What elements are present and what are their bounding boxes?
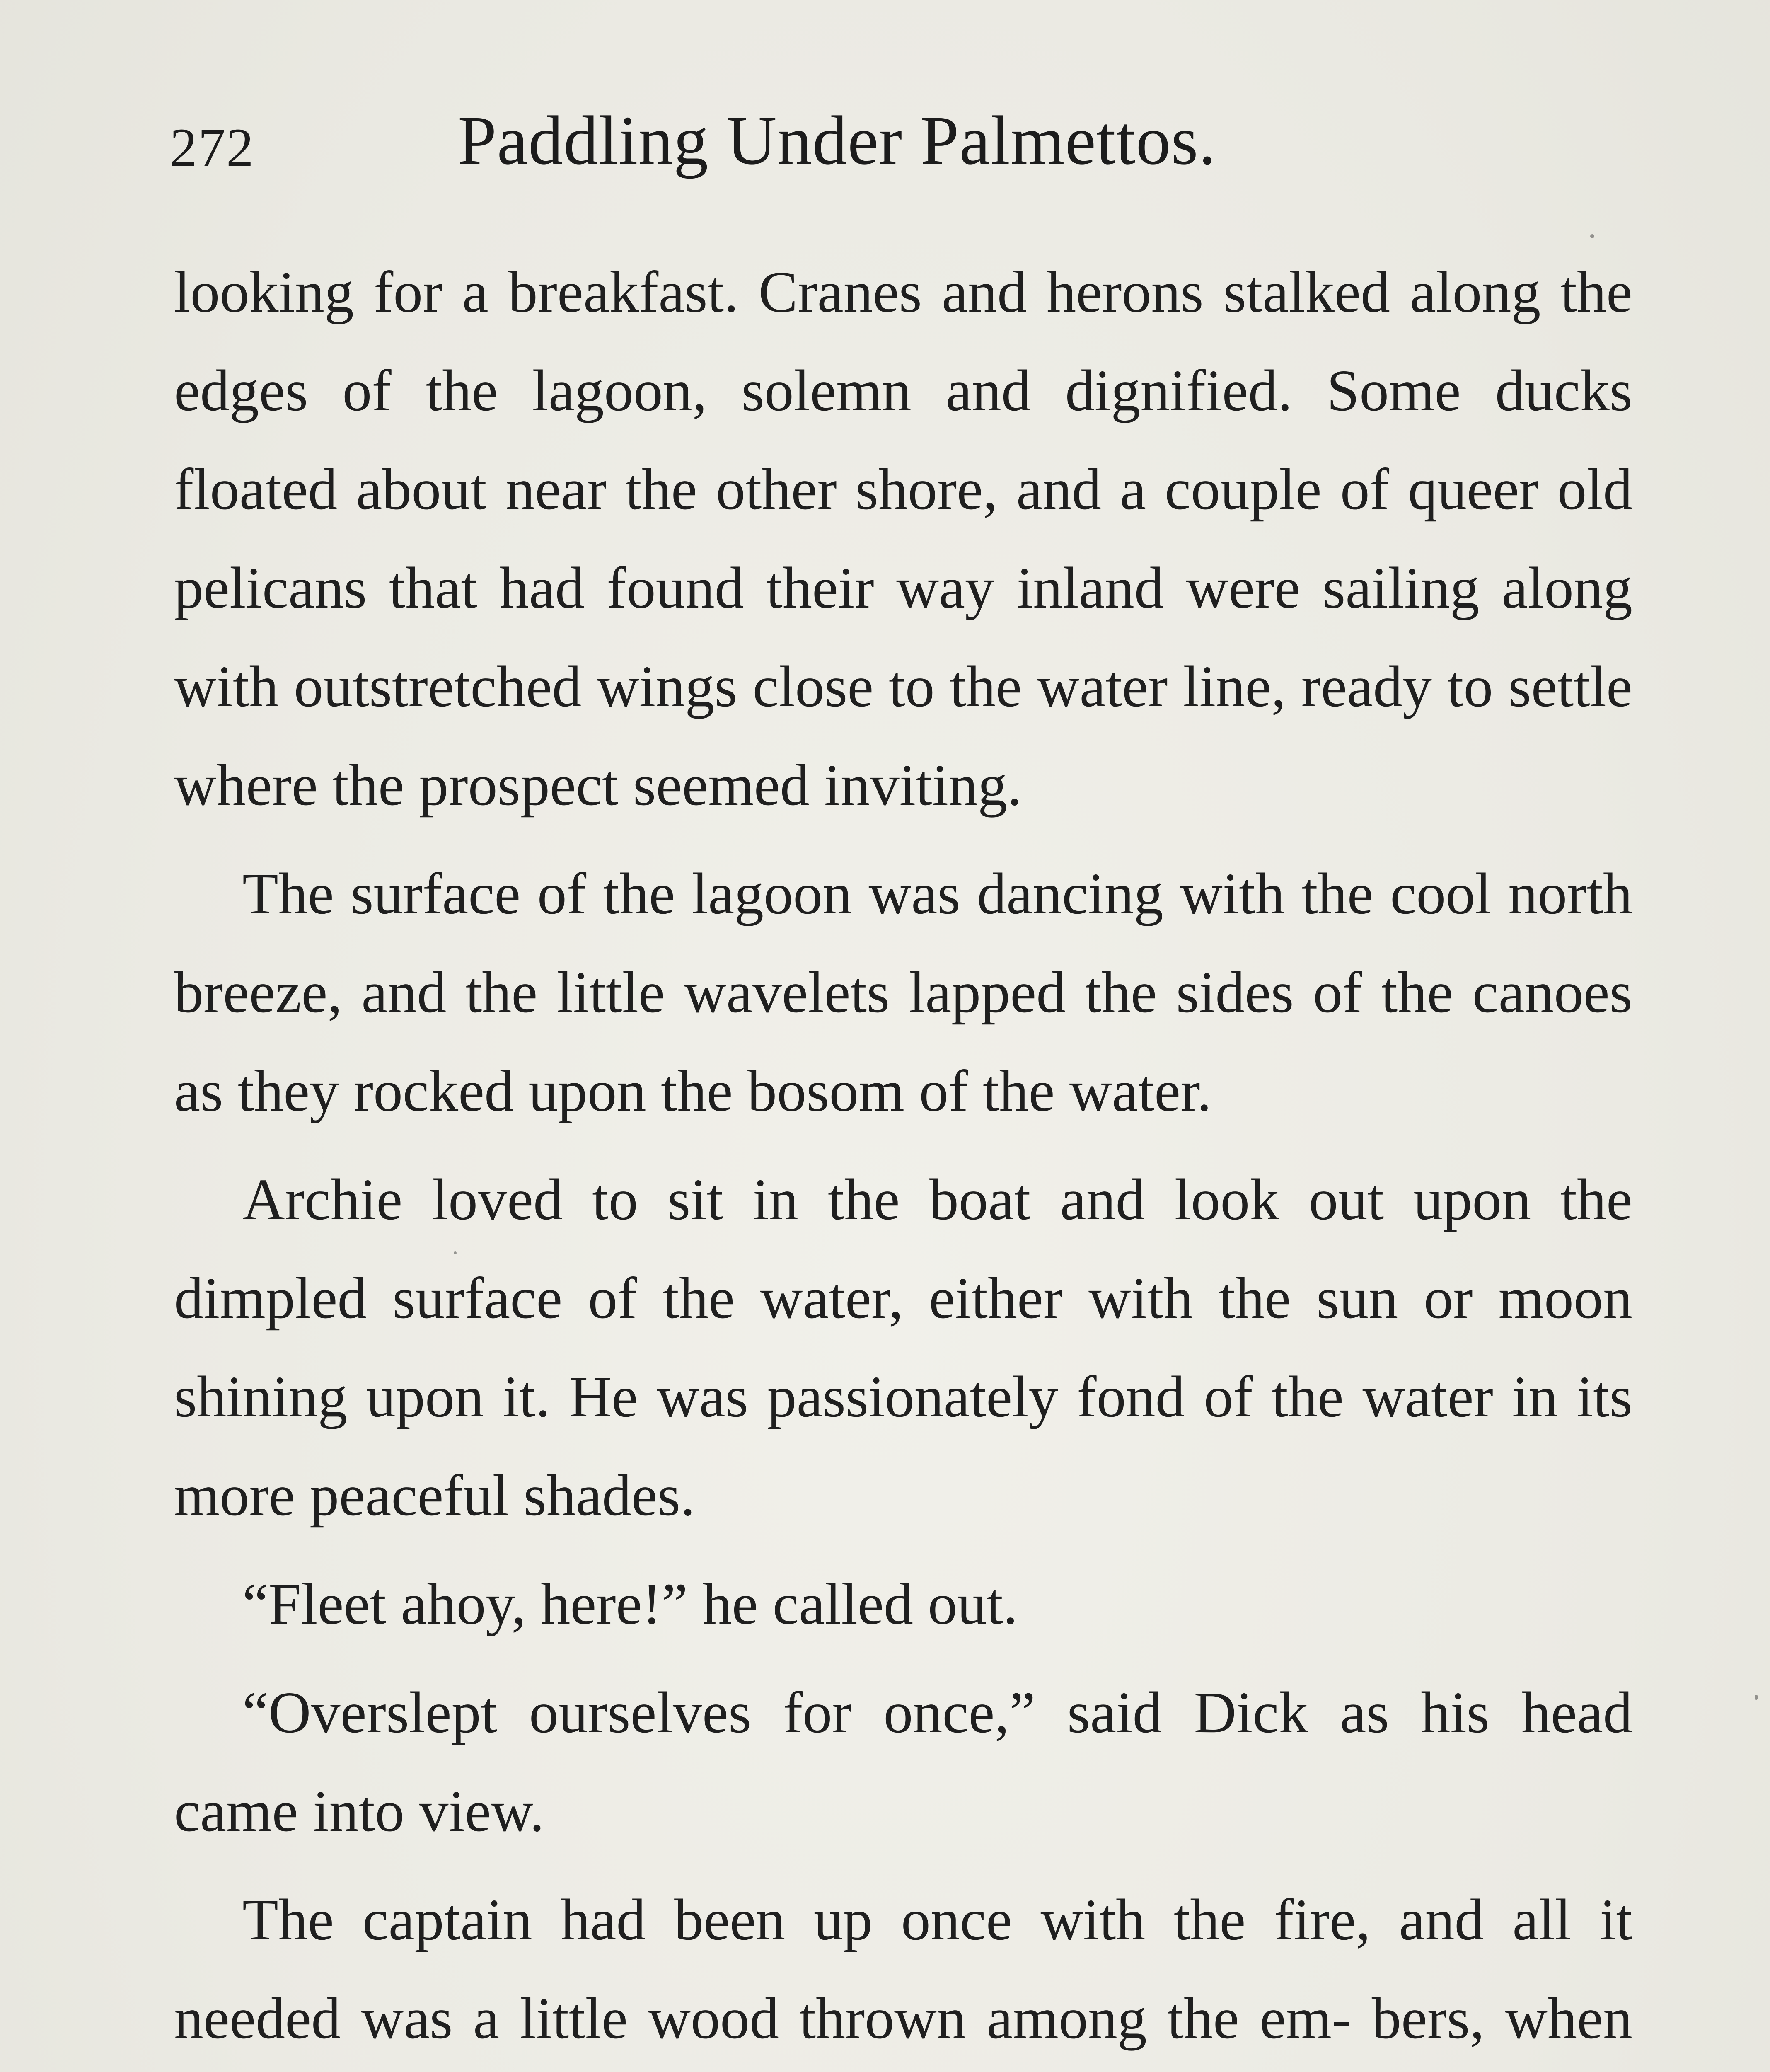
paragraph-4: “Fleet ahoy, here!” he called out. [242,1571,1018,1636]
paragraph-3: Archie loved to sit in the boat and look out upon the dimpled surface of the water, either with the sun or moon shining upon it. He was passionately fond of the water in its more peaceful shades. [174,1167,1632,1528]
paper-speck [454,1251,457,1254]
paragraph-1: looking for a breakfast. Cranes and herons stalked along the edges of the lagoon, solemn and dignified. Some ducks floated about near the other shore, and a couple of queer old pelicans that had found their way inland were sailing along with outstretched wings close to the water line, ready to settle where the prospect seemed inviting. [174,259,1632,818]
page-number: 272 [170,117,254,178]
body-text [174,242,1632,2072]
paragraph-2: The surface of the lagoon was dancing with the cool north breeze, and the little wavelets lapped the sides of the canoes as they rocked upon the bosom of the water. [174,861,1632,1123]
paragraph-6: The captain had been up once with the fire, and all it needed was a little wood thrown among the em- bers, when [174,1887,1632,2051]
page-header [170,102,1628,189]
paper-speck [1755,1695,1758,1700]
paragraph-5: “Overslept ourselves for once,” said Dick as his head came into view. [174,1680,1632,1844]
running-title: Paddling Under Palmettos. [458,102,1216,179]
paper-speck [1590,234,1594,238]
